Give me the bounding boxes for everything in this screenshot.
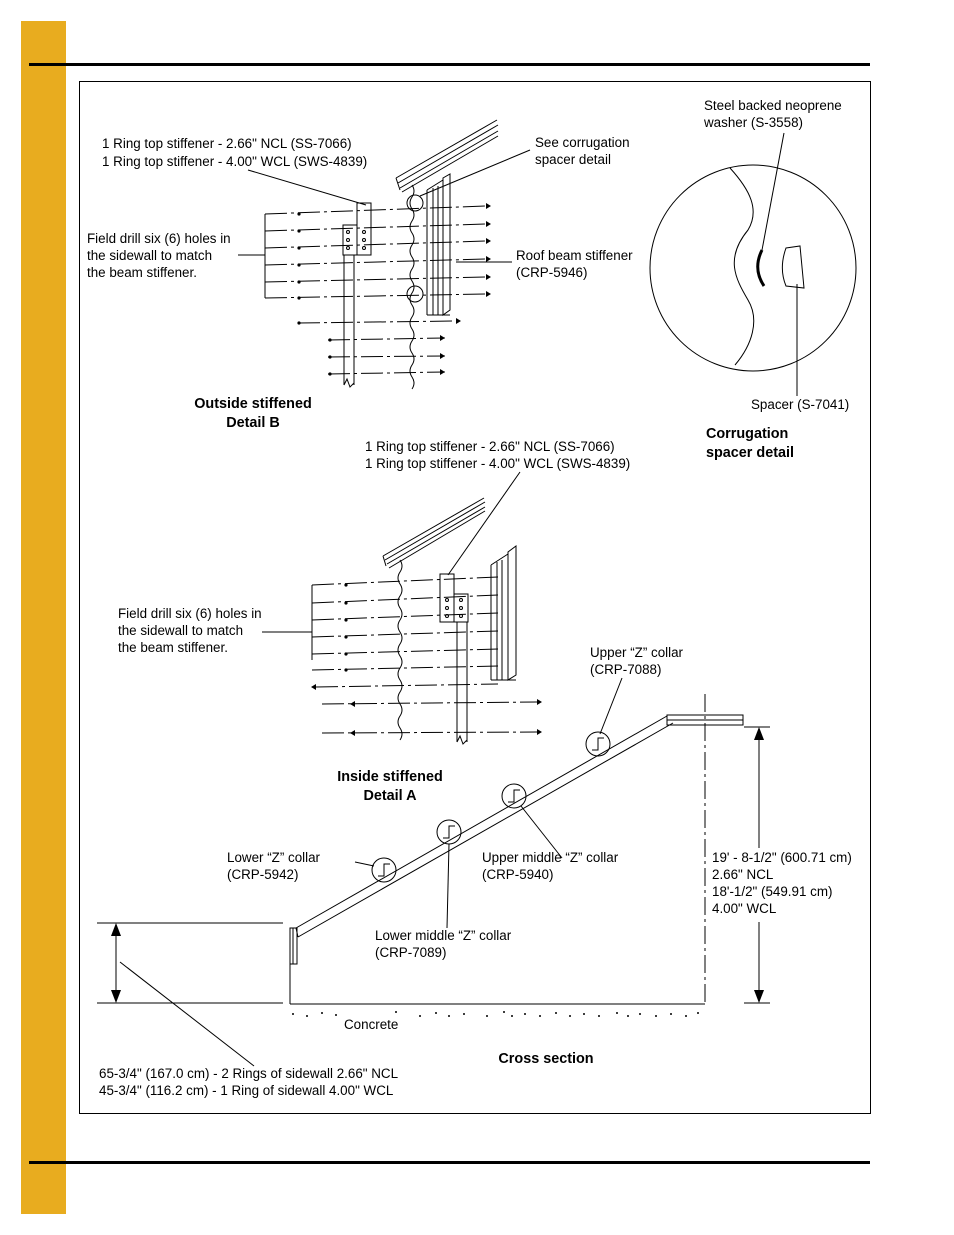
detail-a-top-stiffener-label-1: 1 Ring top stiffener - 2.66" NCL (SS-7066) [365, 439, 615, 454]
detail-a-drill-label-2: the sidewall to match [118, 623, 244, 638]
cross-section-sidewall [290, 928, 297, 1004]
concrete-label: Concrete [344, 1017, 399, 1032]
detail-b-lower-spacer-circle [407, 286, 423, 302]
height-label-1: 19' - 8-1/2" (600.71 cm) [712, 850, 852, 865]
detail-b-roof-beam-stiffener [427, 174, 450, 315]
detail-b-title-1: Outside stiffened [194, 396, 312, 412]
sidewall-dimension [97, 923, 283, 1066]
detail-a-drill-label-1: Field drill six (6) holes in [118, 606, 262, 621]
cross-section-title: Cross section [498, 1051, 594, 1067]
spacer-label: Spacer (S-7041) [751, 397, 850, 412]
lower-z-collar-label-1: Lower “Z” collar [227, 850, 321, 865]
upper-z-collar-label-1: Upper “Z” collar [590, 645, 684, 660]
detail-a-drawing [262, 472, 542, 744]
detail-b-ring-top-stiffener [343, 203, 371, 387]
detail-a-arrowheads [311, 583, 542, 736]
detail-a-title-2: Detail A [363, 788, 417, 804]
sidewall-label-2: 45-3/4" (116.2 cm) - 1 Ring of sidewall 4.00" WCL [99, 1083, 394, 1098]
height-label-2: 2.66" NCL [712, 867, 774, 882]
detail-b-drill-label-2: the sidewall to match [87, 248, 213, 263]
detail-a-roof [383, 498, 485, 568]
spacer-shape [782, 246, 804, 288]
lower-middle-z-collar-label-2: (CRP-7089) [375, 945, 447, 960]
detail-a-top-stiffener-label-2: 1 Ring top stiffener - 4.00" WCL (SWS-4839) [365, 456, 631, 471]
detail-b-title-2: Detail B [226, 415, 280, 431]
corrugation-spacer-drawing [650, 133, 856, 396]
corrugation-detail-title-2: spacer detail [706, 445, 794, 461]
detail-b-corrugation-label-2: spacer detail [535, 152, 611, 167]
detail-a-ring-top-stiffener [440, 574, 468, 744]
detail-a-sidewall-corrugation [398, 560, 402, 740]
height-label-3: 18'-1/2" (549.91 cm) [712, 884, 833, 899]
washer-label-1: Steel backed neoprene [704, 98, 842, 113]
upper-middle-z-collar-label-1: Upper middle “Z” collar [482, 850, 619, 865]
lower-middle-z-collar-label-1: Lower middle “Z” collar [375, 928, 512, 943]
detail-b-drill-label-3: the beam stiffener. [87, 265, 197, 280]
detail-b-top-stiffener-label-1: 1 Ring top stiffener - 2.66" NCL (SS-7066) [102, 136, 352, 151]
lower-z-collar-label-2: (CRP-5942) [227, 867, 299, 882]
detail-b-top-stiffener-label-2: 1 Ring top stiffener - 4.00" WCL (SWS-4839) [102, 154, 368, 169]
corrugation-detail-title-1: Corrugation [706, 426, 789, 442]
roof-beam-stiffener-label-2: (CRP-5946) [516, 265, 588, 280]
detail-a-title-1: Inside stiffened [337, 769, 443, 785]
detail-b-drill-label-1: Field drill six (6) holes in [87, 231, 231, 246]
washer-label-2: washer (S-3558) [704, 115, 803, 130]
detail-b-roof [396, 120, 498, 192]
upper-z-collar-label-2: (CRP-7088) [590, 662, 662, 677]
height-label-4: 4.00" WCL [712, 901, 777, 916]
detail-b-corrugation-label-1: See corrugation [535, 135, 630, 150]
roof-beam-stiffener-label-1: Roof beam stiffener [516, 248, 633, 263]
upper-middle-z-collar-label-2: (CRP-5940) [482, 867, 554, 882]
cross-section-roof [296, 716, 673, 937]
sidewall-label-1: 65-3/4" (167.0 cm) - 2 Rings of sidewall 2.66" NCL [99, 1066, 399, 1081]
corrugation-detail-sidewall [730, 168, 754, 365]
corrugation-detail-circle [650, 165, 856, 371]
neoprene-washer-shape [758, 250, 764, 286]
cross-section-drawing [97, 678, 770, 1066]
detail-a-drill-label-3: the beam stiffener. [118, 640, 228, 655]
